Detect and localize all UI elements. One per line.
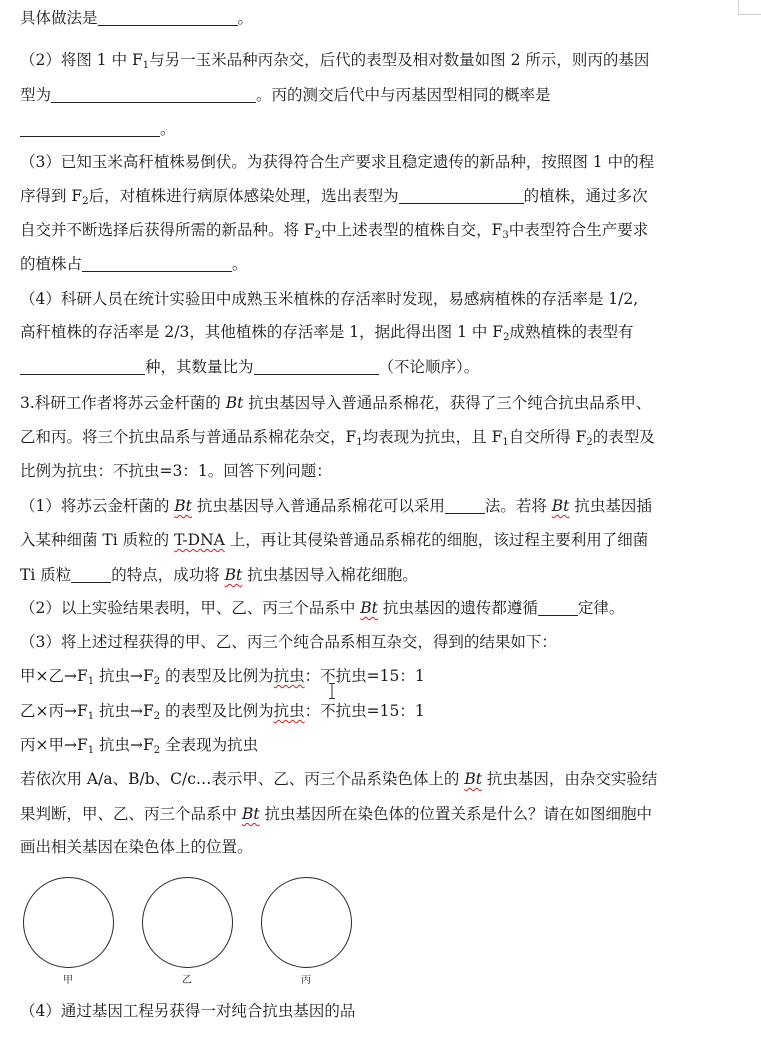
gene-name: Bt (174, 497, 192, 515)
subscript: 2 (153, 676, 161, 687)
line-text: 抗虫基因所在染色体的位置关系是什么？请在如图细胞中 (259, 805, 652, 823)
subscript: 1 (502, 437, 509, 448)
line-text: 。 (160, 120, 176, 138)
gene-name: Bt (225, 394, 244, 412)
answer-blank[interactable] (538, 597, 578, 616)
cell-label: 甲 (63, 975, 73, 986)
line-text: 。丙的测交后代中与丙基因型相同的概率是 (256, 86, 551, 104)
answer-blank[interactable] (399, 185, 524, 204)
gene-name: Bt (224, 566, 243, 584)
text-line (20, 423, 745, 451)
line-text: （3）已知玉米高秆植株易倒伏。为获得符合生产要求且稳定遗传的新品种，按照图 1 中的程 (20, 153, 655, 171)
line-text: （1）将苏云金杆菌的 (20, 497, 175, 515)
text-line (20, 697, 745, 725)
text-line (20, 731, 745, 759)
line-text: 若依次用 A/a、B/b、C/c…表示甲、乙、丙三个品系染色体上的 (20, 770, 465, 788)
line-text: Ti 质粒 (20, 566, 72, 584)
subscript: 1 (142, 60, 150, 71)
line-text: 抗虫基因插 (569, 497, 652, 515)
gene-name: Bt (551, 497, 570, 515)
text-cursor-icon (329, 683, 335, 699)
text-line (20, 800, 745, 828)
answer-blank[interactable] (20, 118, 160, 137)
subscript: 2 (153, 711, 161, 722)
text-line (20, 115, 745, 143)
answer-blank[interactable] (82, 253, 232, 272)
line-text: 中表型符合生产要求 (508, 221, 649, 239)
answer-blank[interactable] (71, 564, 111, 583)
line-text: 甲×乙→F (20, 667, 88, 685)
gene-name: Bt (464, 770, 482, 788)
line-text: 抗虫基因导入棉花细胞。 (242, 566, 418, 584)
line-text: 。 (232, 255, 248, 273)
text-line (20, 389, 745, 417)
line-text: ：不抗虫=15：1 (304, 702, 425, 720)
line-text: 3.科研工作者将苏云金杆菌的 (20, 394, 226, 412)
line-text: 后，对植株进行病原体感染处理，选出表型为 (88, 187, 399, 205)
line-text: 成熟植株的表型有 (509, 323, 634, 341)
subscript: 3 (502, 230, 509, 241)
answer-blank[interactable] (254, 356, 379, 375)
subscript: 1 (87, 676, 95, 687)
text-line (20, 594, 745, 622)
line-text: 与另一玉米品种丙杂交，后代的表型及相对数量如图 2 所示，则丙的基因 (149, 51, 650, 69)
text-line (20, 353, 745, 381)
phenotype-term: 抗虫 (273, 702, 305, 720)
answer-blank[interactable] (20, 356, 145, 375)
subscript: 2 (586, 437, 593, 448)
line-text: 果判断，甲、乙、丙三个品系中 (20, 805, 242, 823)
line-text: 定律。 (577, 599, 625, 617)
subscript: 1 (87, 745, 95, 756)
answer-blank[interactable] (445, 495, 485, 514)
cell-label: 乙 (182, 975, 192, 986)
cell-label: 丙 (301, 975, 311, 986)
line-text: 上，再让其侵染普通品系棉花的细胞，该过程主要利用了细菌 (224, 531, 649, 549)
line-text: 抗虫→F (94, 667, 154, 685)
line-text: 抗虫→F (94, 702, 154, 720)
line-text: 的表型及比例为 (160, 702, 274, 720)
line-text: 抗虫基因，由杂交实验结 (481, 770, 658, 788)
line-text: 抗虫基因导入普通品系棉花，获得了三个纯合抗虫品系甲、 (243, 394, 652, 412)
text-line (20, 318, 745, 346)
text-line (20, 182, 745, 210)
text-line (20, 833, 745, 861)
text-line (20, 285, 745, 313)
line-text: 画出相关基因在染色体上的位置。 (20, 838, 253, 856)
line-text: （2）将图 1 中 F (20, 51, 143, 69)
line-text: 。 (237, 9, 254, 27)
line-text: （不论顺序）。 (378, 358, 480, 376)
line-text: 型为 (20, 86, 52, 104)
gene-name: Bt (241, 805, 260, 823)
text-line (20, 81, 745, 109)
line-text: 序得到 F (20, 187, 83, 205)
text-line (20, 628, 745, 656)
cell-circle-yi[interactable] (142, 877, 233, 968)
line-text: 自交所得 F (508, 428, 587, 446)
answer-blank[interactable] (98, 7, 238, 26)
line-text: 抗虫基因导入普通品系棉花可以采用 (191, 497, 445, 515)
cell-circle-jia[interactable] (23, 877, 114, 968)
line-text: 均表现为抗虫，且 F (362, 428, 503, 446)
line-text: 种，其数量比为 (145, 358, 254, 376)
subscript: 1 (356, 437, 363, 448)
line-text: （4）科研人员在统计实验田中成熟玉米植株的存活率时发现，易感病植株的存活率是 1/2, (20, 290, 639, 308)
subscript: 2 (153, 745, 161, 756)
text-line (20, 457, 745, 485)
text-line (20, 148, 745, 176)
text-fade-overlay (380, 995, 440, 1023)
text-line (20, 250, 745, 278)
line-text: 的表型及 (592, 428, 655, 446)
text-line (20, 46, 745, 74)
subscript: 2 (503, 332, 510, 343)
subscript: 2 (314, 230, 322, 241)
line-text: （4）通过基因工程另获得一对纯合抗虫基因的品 (20, 1002, 356, 1020)
line-text: 高秆植株的存活率是 2/3，其他植株的存活率是 1，据此得出图 1 中 F (20, 323, 504, 341)
gene-name: Bt (360, 599, 378, 617)
phenotype-term: 抗虫 (273, 667, 305, 685)
line-text: ：不抗虫=15：1 (304, 667, 425, 685)
line-text: 具体做法是 (20, 9, 98, 27)
tdna-term: T-DNA (174, 531, 225, 549)
text-line (20, 4, 745, 32)
cell-circle-bing[interactable] (261, 877, 352, 968)
text-line (20, 492, 745, 520)
line-text: （2）以上实验结果表明，甲、乙、丙三个品系中 (20, 599, 361, 617)
line-text: 乙×丙→F (20, 702, 88, 720)
subscript: 1 (87, 711, 95, 722)
line-text: 的特点，成功将 (111, 566, 225, 584)
line-text: （3）将上述过程获得的甲、乙、丙三个纯合品系相互杂交，得到的结果如下： (20, 633, 557, 651)
text-line (20, 216, 745, 244)
text-line (20, 561, 745, 589)
line-text: 法。若将 (484, 497, 552, 515)
line-text: 中上述表型的植株自交，F (321, 221, 503, 239)
line-text: 全表现为抗虫 (160, 736, 259, 754)
line-text: 丙×甲→F (20, 736, 88, 754)
line-text: 比例为抗虫：不抗虫=3：1。回答下列问题： (20, 462, 332, 480)
line-text: 的植株占 (20, 255, 83, 273)
line-text: 入某种细菌 Ti 质粒的 (20, 531, 175, 549)
line-text: 抗虫→F (94, 736, 154, 754)
line-text: 的植株，通过多次 (523, 187, 648, 205)
line-text: 自交并不断选择后获得所需的新品种。将 F (20, 221, 315, 239)
text-line (20, 662, 745, 690)
text-line (20, 765, 745, 793)
line-text: 乙和丙。将三个抗虫品系与普通品系棉花杂交，F (20, 428, 357, 446)
subscript: 2 (82, 196, 89, 207)
line-text: 抗虫基因的遗传都遵循 (377, 599, 538, 617)
line-text: 的表型及比例为 (160, 667, 274, 685)
answer-blank[interactable] (51, 84, 256, 103)
text-line (20, 526, 745, 554)
